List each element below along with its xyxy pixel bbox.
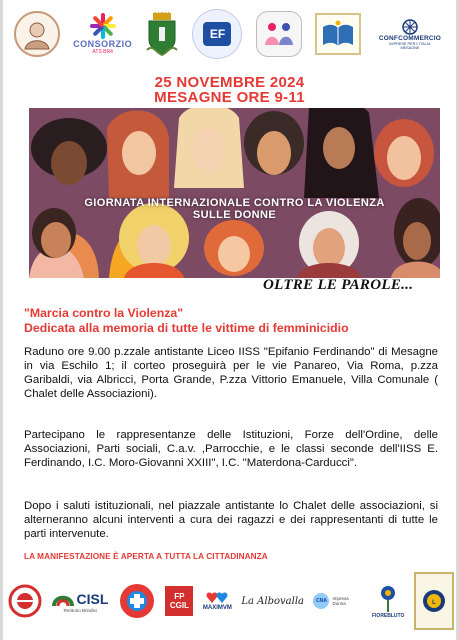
- flower-figure-icon: [374, 583, 402, 613]
- maximvm-label: MAXIMVM: [202, 605, 232, 611]
- women-illustration: [29, 108, 440, 278]
- maximvm-logo: [203, 591, 232, 611]
- confcommercio-sub: IMPRESE PER L'ITALIA: [389, 41, 431, 46]
- banner-illustration: [29, 108, 440, 278]
- consorzio-logo: [73, 13, 132, 55]
- consorzio-name: CONSORZIO: [73, 39, 133, 49]
- scrittura-logo: [241, 596, 304, 607]
- paragraph-route: Raduno ore 9.00 p.zzale antistante Liceo IISS "Epifanio Ferdinando" di Mesagne in via Eschilo 1; il corteo proseguirà per le vie Panareo, Via Roma, p.zza Garibaldi, via Albricci, Porta Grande, P.zza Vittorio Emanuele, Villa Comunale ( Chalet delle Associazioni).: [24, 346, 438, 400]
- confcommercio-name: CONFCOMMERCIO: [378, 34, 442, 42]
- lions-emblem-icon: [421, 588, 447, 614]
- association-logo: [14, 11, 60, 57]
- event-date: 25 NOVEMBRE 2024: [154, 74, 305, 91]
- header-logos: [14, 6, 446, 62]
- croce-rossa-logo: [118, 582, 156, 620]
- open-to-public-note: LA MANIFESTAZIONE È APERTA A TUTTA LA CITTADINANZA: [24, 552, 268, 561]
- ef-letters: EF: [203, 22, 231, 46]
- portrait-icon: [20, 17, 54, 51]
- wheel-icon: [401, 19, 419, 35]
- city-crest-logo: [145, 12, 179, 56]
- cisl-sub: Territorio Brindisi: [63, 607, 97, 613]
- cna-logo: [313, 593, 362, 609]
- crest-icon: [145, 12, 179, 56]
- cisl-label: CISL: [76, 590, 109, 607]
- consorzio-sub: ATS BR4: [92, 49, 113, 55]
- flower-icon: [90, 13, 116, 39]
- march-subtitle: Dedicata alla memoria di tutte le vittime di femminicidio: [24, 321, 349, 335]
- cna-sub: Impresa Donna: [332, 596, 349, 606]
- paragraph-program: Dopo i saluti istituzionali, nel piazzale antistante lo Chalet delle associazioni, si alterneranno alcuni interventi a cura dei ragazzi e dei rappresentanti di tutte le parti intervenute.: [24, 500, 438, 540]
- banner-title-line1: GIORNATA INTERNAZIONALE CONTRO LA VIOLENZA: [84, 197, 385, 209]
- march-heading: [24, 306, 349, 336]
- confcommercio-logo: [374, 19, 446, 50]
- fp-cgil-logo: [165, 586, 193, 616]
- association-icon: [8, 584, 42, 618]
- lions-badge-logo: [414, 572, 454, 630]
- scrittura-label: La Albovalla: [241, 595, 304, 607]
- book-icon: [320, 19, 356, 49]
- fiorebluto-label: FIOREBLUTO: [371, 613, 405, 619]
- confcommercio-place: MESAGNE: [400, 45, 420, 50]
- slogan: OLTRE LE PAROLE...: [263, 277, 414, 293]
- banner-title-line2: SULLE DONNE: [192, 209, 277, 221]
- school-logo: [192, 9, 242, 59]
- cna-label: CNA: [313, 593, 329, 609]
- association-rounded-logo: [256, 11, 302, 57]
- cisl-arc-icon: [52, 590, 74, 608]
- fp-cgil-label: FP CGIL: [165, 586, 193, 616]
- library-logo: [315, 13, 361, 55]
- hearts-icon: [206, 591, 228, 605]
- puzzle-circle-icon: [118, 582, 156, 620]
- cisl-logo: [52, 590, 109, 613]
- paragraph-participants: Partecipano le rappresentanze delle Istituzioni, Forze dell'Ordine, delle Associazioni, Parti sociali, C.a.v. ,Parrocchie, e le classi seconde dell'IISS E. Ferdinando, I.C. Moro-Giovanni XXIII", I.C. "Materdona-Carducci".: [24, 429, 438, 469]
- fiorebluto-logo: [372, 583, 404, 619]
- people-icon: [262, 19, 296, 49]
- red-circle-logo: [8, 584, 42, 618]
- footer-logos: [8, 568, 454, 634]
- svg-text:L: L: [432, 600, 436, 606]
- march-title: "Marcia contro la Violenza": [24, 306, 184, 320]
- event-place-time: MESAGNE ORE 9-11: [154, 89, 305, 106]
